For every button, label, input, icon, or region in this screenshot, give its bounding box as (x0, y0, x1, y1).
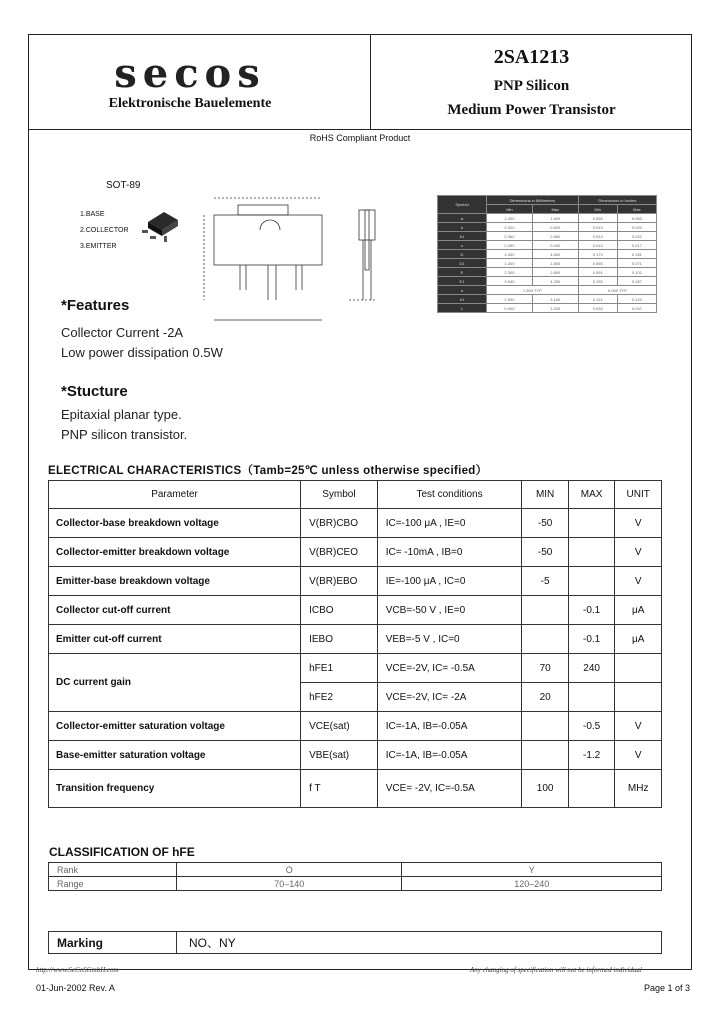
dim-cell: 4.400 (487, 250, 533, 259)
table-row (49, 596, 662, 625)
dim-cell: D (438, 250, 487, 259)
col-header: MIN (522, 481, 568, 509)
footer-url[interactable]: http://www.SeCoSGmbH.com (36, 966, 119, 974)
dim-cell: 3.100 (532, 295, 578, 304)
package-side-view (345, 200, 385, 310)
max-cell: -0.5 (568, 712, 615, 741)
condition-cell: IC=-1A, IB=-0.05A (377, 741, 522, 770)
dim-row (438, 214, 657, 223)
table-row (49, 509, 662, 538)
max-cell (568, 509, 615, 538)
min-cell: -50 (522, 509, 568, 538)
table-row (49, 712, 662, 741)
dim-cell: 0.055 (578, 214, 617, 223)
dim-cell: 0.167 (617, 277, 656, 286)
table-row (49, 654, 662, 683)
min-cell: -50 (522, 538, 568, 567)
footer-note: Any changing of specification will not be informed individual (470, 966, 642, 974)
dim-cell: 0.155 (578, 277, 617, 286)
electrical-title: ELECTRICAL CHARACTERISTICS（Tamb=25℃ unless otherwise specified） (48, 465, 488, 477)
param-cell: Collector-emitter saturation voltage (49, 712, 301, 741)
dim-row (438, 259, 657, 268)
dim-cell: 0.181 (617, 250, 656, 259)
dim-cell: 0.013 (578, 223, 617, 232)
dim-header: Min (487, 205, 533, 214)
unit-cell: V (615, 741, 662, 770)
param-cell: Collector cut-off current (49, 596, 301, 625)
dim-row (438, 295, 657, 304)
dim-row (438, 286, 657, 295)
dim-cell: e1 (438, 295, 487, 304)
dim-cell: 0.071 (617, 259, 656, 268)
max-cell: -0.1 (568, 596, 615, 625)
dim-row (438, 268, 657, 277)
table-row (49, 625, 662, 654)
condition-cell: VCE=-2V, IC= -0.5A (377, 654, 522, 683)
dim-cell: D1 (438, 259, 487, 268)
dim-cell: 1.600 (532, 214, 578, 223)
col-header: UNIT (615, 481, 662, 509)
package-name: SOT-89 (106, 180, 141, 191)
condition-cell: IC=-100 μA , IE=0 (377, 509, 522, 538)
unit-cell: V (615, 712, 662, 741)
min-cell: 70 (522, 654, 568, 683)
dim-cell: c (438, 241, 487, 250)
dim-cell: b (438, 223, 487, 232)
max-cell: 240 (568, 654, 615, 683)
unit-cell (615, 683, 662, 712)
max-cell (568, 567, 615, 596)
dim-cell: 0.173 (578, 250, 617, 259)
pin-label: 1.BASE (80, 211, 105, 218)
dim-cell: 0.063 (617, 214, 656, 223)
param-cell: Collector-emitter breakdown voltage (49, 538, 301, 567)
dim-cell: 4.600 (532, 250, 578, 259)
min-cell (522, 712, 568, 741)
unit-cell: V (615, 567, 662, 596)
dim-row (438, 232, 657, 241)
table-header-row (49, 481, 662, 509)
min-cell: -5 (522, 567, 568, 596)
dim-header: Dimensions in Millimeters (487, 196, 579, 205)
max-cell (568, 770, 615, 808)
range-value: 70–140 (177, 877, 402, 891)
classification-table (48, 862, 662, 891)
dim-header: Dimensions in Inches (578, 196, 656, 205)
dim-cell: 0.320 (487, 223, 533, 232)
param-cell: Transition frequency (49, 770, 301, 808)
dim-cell: 1.800 (532, 259, 578, 268)
feature-line: Low power dissipation 0.5W (61, 345, 223, 360)
company-name: Elektronische Bauelemente (108, 96, 272, 111)
dim-cell: b1 (438, 232, 487, 241)
table-row (49, 770, 662, 808)
symbol-cell: IEBO (301, 625, 378, 654)
dim-header: Min (578, 205, 617, 214)
part-type: PNP Silicon (493, 78, 570, 94)
dim-cell: E (438, 268, 487, 277)
dim-cell: 0.060 TYP (578, 286, 656, 295)
symbol-cell: ICBO (301, 596, 378, 625)
pin-label: 2.COLLECTOR (80, 227, 129, 234)
symbol-cell: V(BR)CEO (301, 538, 378, 567)
dim-header: Symbol (438, 196, 487, 214)
dim-cell: 0.520 (532, 223, 578, 232)
dim-cell: 4.250 (532, 277, 578, 286)
dim-row (438, 250, 657, 259)
rank-label: Rank (49, 863, 177, 877)
unit-cell: μA (615, 596, 662, 625)
dim-cell: 1.400 (487, 259, 533, 268)
part-description: Medium Power Transistor (447, 102, 616, 118)
structure-heading: *Stucture (61, 383, 128, 400)
dim-cell: 0.122 (617, 295, 656, 304)
col-header: Symbol (301, 481, 378, 509)
unit-cell: μA (615, 625, 662, 654)
symbol-cell: V(BR)CBO (301, 509, 378, 538)
dim-cell: A (438, 214, 487, 223)
dim-row (438, 223, 657, 232)
table-row (49, 538, 662, 567)
dim-cell: 1.400 (487, 214, 533, 223)
company-logo: secos (114, 50, 266, 97)
symbol-cell: hFE1 (301, 654, 378, 683)
part-number: 2SA1213 (493, 46, 570, 68)
condition-cell: VCE= -2V, IC=-0.5A (377, 770, 522, 808)
dim-cell: e (438, 286, 487, 295)
param-cell: Emitter cut-off current (49, 625, 301, 654)
rank-value: O (177, 863, 402, 877)
dim-cell: 1.500 TYP (487, 286, 579, 295)
unit-cell: V (615, 509, 662, 538)
dim-cell: 0.350 (487, 241, 533, 250)
header-divider-bottom (28, 129, 692, 130)
dim-cell: 0.047 (617, 304, 656, 313)
max-cell (568, 538, 615, 567)
dim-cell: 0.900 (487, 304, 533, 313)
min-cell: 20 (522, 683, 568, 712)
footer-page: Page 1 of 3 (643, 983, 690, 993)
dim-cell: E1 (438, 277, 487, 286)
dim-cell: 0.017 (617, 241, 656, 250)
marking-value: NO、NY (177, 932, 662, 954)
condition-cell: VCE=-2V, IC= -2A (377, 683, 522, 712)
condition-cell: IC= -10mA , IB=0 (377, 538, 522, 567)
dim-cell: 0.035 (578, 304, 617, 313)
param-cell: Emitter-base breakdown voltage (49, 567, 301, 596)
dim-cell: 0.360 (487, 232, 533, 241)
param-cell: Collector-base breakdown voltage (49, 509, 301, 538)
col-header: MAX (568, 481, 615, 509)
dim-row (438, 241, 657, 250)
features-heading: *Features (61, 297, 130, 314)
rohs-note: RoHS Compliant Product (309, 133, 411, 143)
min-cell (522, 596, 568, 625)
unit-cell: MHz (615, 770, 662, 808)
max-cell: -0.1 (568, 625, 615, 654)
symbol-cell: hFE2 (301, 683, 378, 712)
symbol-cell: f T (301, 770, 378, 808)
dim-cell: 0.440 (532, 241, 578, 250)
condition-cell: VCB=-50 V , IE=0 (377, 596, 522, 625)
dim-row (438, 277, 657, 286)
structure-line: Epitaxial planar type. (61, 407, 182, 422)
dim-header: Max (532, 205, 578, 214)
col-header: Parameter (49, 481, 301, 509)
dim-cell: 0.055 (578, 259, 617, 268)
dim-cell: 2.300 (487, 268, 533, 277)
condition-cell: VEB=-5 V , IC=0 (377, 625, 522, 654)
electrical-table (48, 480, 662, 808)
param-cell: DC current gain (49, 654, 301, 712)
condition-cell: IE=-100 μA , IC=0 (377, 567, 522, 596)
dim-cell: 0.014 (578, 232, 617, 241)
unit-cell: V (615, 538, 662, 567)
dim-cell: 1.200 (532, 304, 578, 313)
dim-cell: 2.900 (487, 295, 533, 304)
unit-cell (615, 654, 662, 683)
dim-cell: 0.022 (617, 232, 656, 241)
dim-header: Max (617, 205, 656, 214)
footer-date: 01-Jun-2002 Rev. A (36, 983, 115, 993)
marking-table (48, 931, 662, 954)
dim-cell: 0.102 (617, 268, 656, 277)
max-cell (568, 683, 615, 712)
range-value: 120–240 (402, 877, 662, 891)
dim-row (438, 304, 657, 313)
range-label: Range (49, 877, 177, 891)
col-header: Test conditions (377, 481, 522, 509)
dim-cell: 0.091 (578, 268, 617, 277)
min-cell: 100 (522, 770, 568, 808)
param-cell: Base-emitter saturation voltage (49, 741, 301, 770)
dim-cell: 0.560 (532, 232, 578, 241)
dim-cell: 0.014 (578, 241, 617, 250)
table-row (49, 741, 662, 770)
structure-line: PNP silicon transistor. (61, 427, 188, 442)
symbol-cell: V(BR)EBO (301, 567, 378, 596)
table-row (49, 567, 662, 596)
condition-cell: IC=-1A, IB=-0.05A (377, 712, 522, 741)
symbol-cell: VCE(sat) (301, 712, 378, 741)
dim-cell: L (438, 304, 487, 313)
min-cell (522, 741, 568, 770)
min-cell (522, 625, 568, 654)
dim-cell: 3.940 (487, 277, 533, 286)
marking-label: Marking (49, 932, 177, 954)
pin-label: 3.EMITTER (80, 243, 117, 250)
max-cell: -1.2 (568, 741, 615, 770)
package-photo (138, 204, 182, 250)
classification-title: CLASSIFICATION OF hFE (49, 845, 195, 859)
dim-cell: 2.600 (532, 268, 578, 277)
dimension-table (437, 195, 657, 313)
dim-cell: 0.020 (617, 223, 656, 232)
dim-cell: 0.114 (578, 295, 617, 304)
symbol-cell: VBE(sat) (301, 741, 378, 770)
rank-value: Y (402, 863, 662, 877)
feature-line: Collector Current -2A (61, 325, 184, 340)
